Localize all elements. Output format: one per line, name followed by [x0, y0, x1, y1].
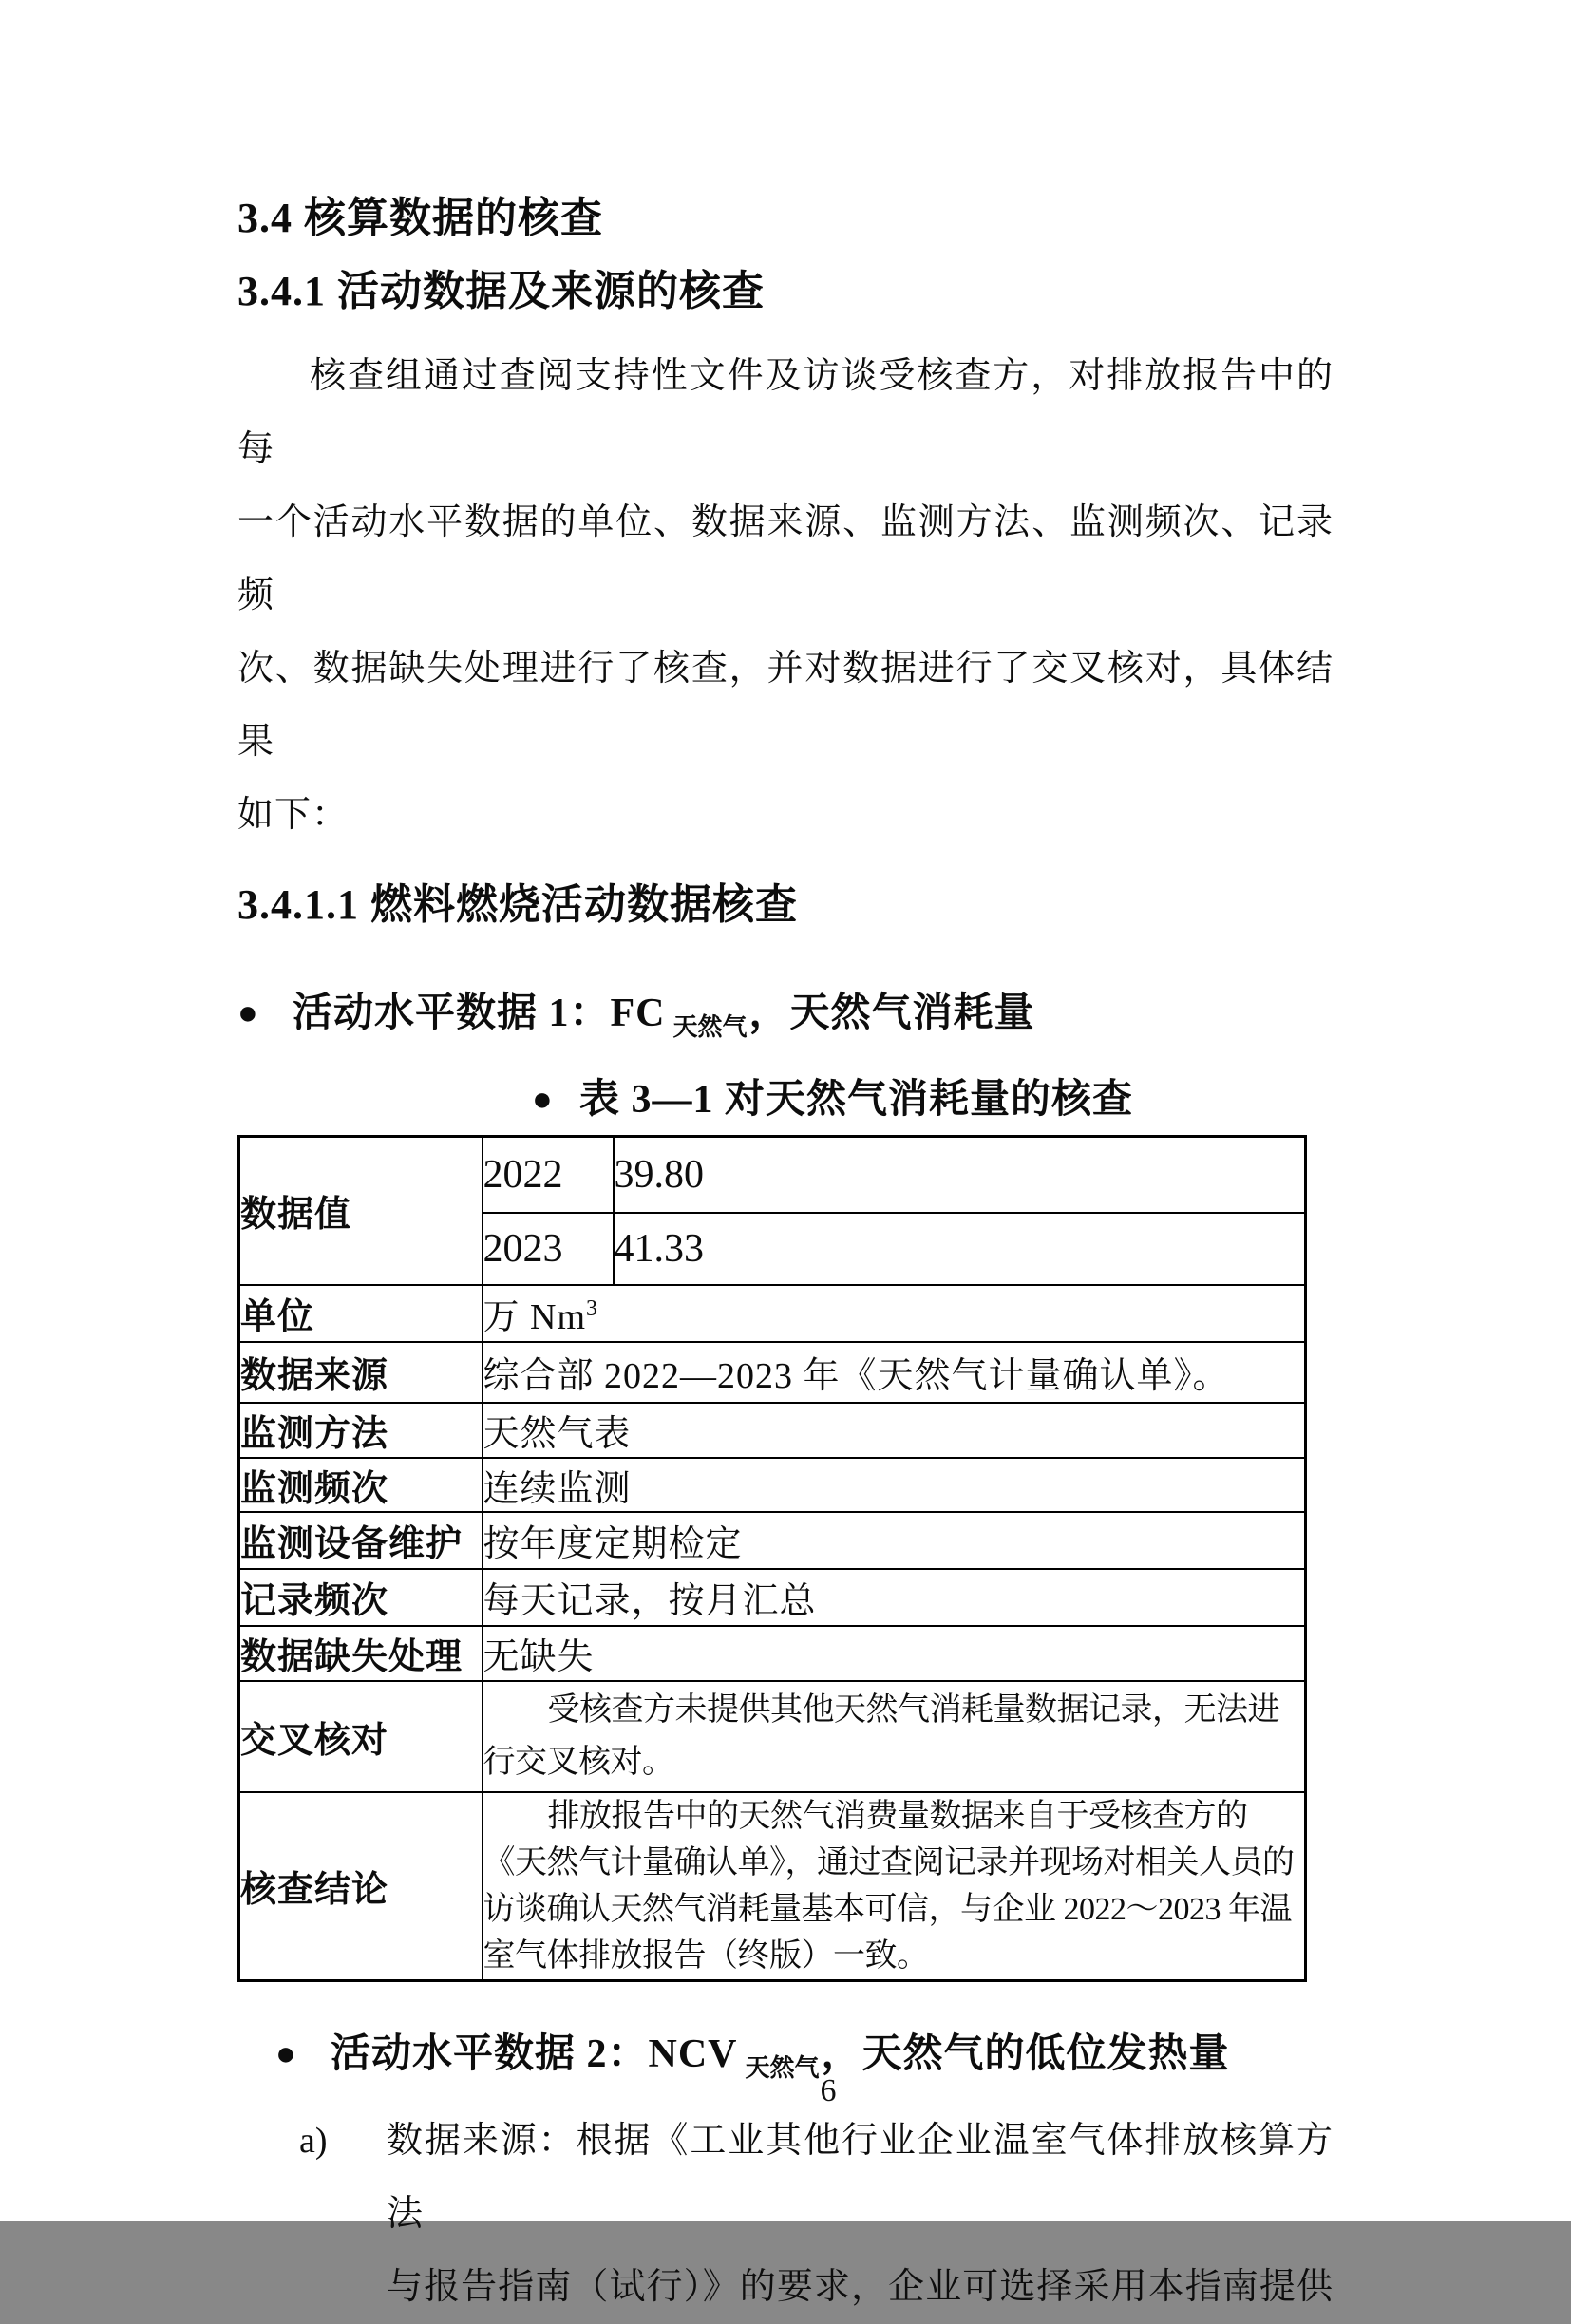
cross-check-line: 行交叉核对。 — [483, 1745, 674, 1780]
value-cell: 39.80 — [614, 1137, 1306, 1213]
bullet-icon: ● — [275, 2033, 297, 2072]
table-row-method — [239, 1403, 1306, 1458]
list-item-a-line: 与报告指南（试行）》的要求，企业可选择采用本指南提供 — [387, 2266, 1334, 2307]
conclusion-line: 室气体排放报告（终版）一致。 — [483, 1937, 929, 1974]
list-item-a-line: 数据来源：根据《工业其他行业企业温室气体排放核算方法 — [387, 2120, 1334, 2234]
unit-cell — [483, 1285, 1306, 1342]
bullet-icon: ● — [237, 993, 259, 1031]
method-cell: 天然气表 — [483, 1403, 1306, 1458]
conclusion-line: 排放报告中的天然气消费量数据来自于受核查方的 — [547, 1798, 1248, 1834]
table-row-frequency — [239, 1458, 1306, 1512]
record-cell: 每天记录，按月汇总 — [483, 1569, 1306, 1626]
bullet2-subscript: 天然气 — [745, 2053, 820, 2082]
row-label-source: 数据来源 — [239, 1342, 483, 1403]
table-3-1-title — [532, 1070, 1334, 1128]
list-item-a-marker: a) — [299, 2120, 328, 2161]
unit-superscript: 3 — [586, 1296, 599, 1321]
maintenance-cell: 按年度定期检定 — [483, 1512, 1306, 1569]
table-row-unit — [239, 1285, 1306, 1342]
value-cell: 41.33 — [614, 1213, 1306, 1285]
page-number: 6 — [820, 2073, 837, 2108]
conclusion-line: 《天然气计量确认单》，通过查阅记录并现场对相关人员的 — [483, 1844, 1295, 1880]
year-cell: 2022 — [483, 1137, 614, 1213]
table-title-text: 表 3—1 对天然气消耗量的核查 — [579, 1078, 1134, 1122]
conclusion-line: 访谈确认天然气消耗量基本可信，与企业 2022～2023 年温 — [483, 1891, 1292, 1927]
row-label-frequency: 监测频次 — [239, 1458, 483, 1512]
source-cell: 综合部 2022—2023 年《天然气计量确认单》。 — [483, 1342, 1306, 1403]
row-label-conclusion: 核查结论 — [239, 1792, 483, 1981]
row-label-cross-check: 交叉核对 — [239, 1681, 483, 1792]
row-label-method: 监测方法 — [239, 1403, 483, 1458]
paragraph-line: 如下： — [237, 795, 350, 835]
list-item-a — [299, 2105, 1334, 2324]
row-label-unit: 单位 — [239, 1285, 483, 1342]
cross-check-cell — [483, 1681, 1306, 1792]
row-label-missing: 数据缺失处理 — [239, 1626, 483, 1681]
heading-3-4-1-1: 3.4.1.1 燃料燃烧活动数据核查 — [237, 881, 798, 928]
table-row-missing — [239, 1626, 1306, 1681]
paragraph-line: 一个活动水平数据的单位、数据来源、监测方法、监测频次、记录频 — [237, 502, 1334, 615]
paragraph-line: 核查组通过查阅支持性文件及访谈受核查方，对排放报告中的每 — [237, 356, 1334, 469]
conclusion-cell — [483, 1792, 1306, 1981]
cross-check-line: 受核查方未提供其他天然气消耗量数据记录，无法进 — [547, 1692, 1279, 1728]
table-row-maintenance — [239, 1512, 1306, 1569]
table-row-cross-check — [239, 1681, 1306, 1792]
bullet1-subscript: 天然气 — [672, 1013, 748, 1041]
bullet2-label: 活动水平数据 2：NCV — [331, 2031, 738, 2076]
missing-cell: 无缺失 — [483, 1626, 1306, 1681]
unit-text: 万 Nm — [483, 1297, 587, 1337]
year-cell: 2023 — [483, 1213, 614, 1285]
table-3-1 — [237, 1135, 1307, 1982]
bullet-activity-data-1 — [237, 984, 1334, 1056]
intro-paragraph — [237, 340, 1334, 852]
bullet-icon: ● — [532, 1080, 554, 1118]
bullet1-label: 活动水平数据 1：FC — [293, 992, 666, 1035]
paragraph-line: 次、数据缺失处理进行了核查，并对数据进行了交叉核对，具体结果 — [237, 649, 1334, 762]
heading-3-4-1: 3.4.1 活动数据及来源的核查 — [237, 268, 765, 314]
table-row-conclusion — [239, 1792, 1306, 1981]
table-row-record — [239, 1569, 1306, 1626]
bullet2-label-tail: ，天然气的低位发热量 — [821, 2031, 1230, 2076]
table-row-value-2022 — [239, 1137, 1306, 1213]
row-label-record: 记录频次 — [239, 1569, 483, 1626]
table-row-source — [239, 1342, 1306, 1403]
frequency-cell: 连续监测 — [483, 1458, 1306, 1512]
heading-3-4: 3.4 核算数据的核查 — [237, 195, 603, 241]
row-label-data-value: 数据值 — [239, 1137, 483, 1285]
row-label-maintenance: 监测设备维护 — [239, 1512, 483, 1569]
bullet1-label-tail: ，天然气消耗量 — [748, 992, 1035, 1035]
